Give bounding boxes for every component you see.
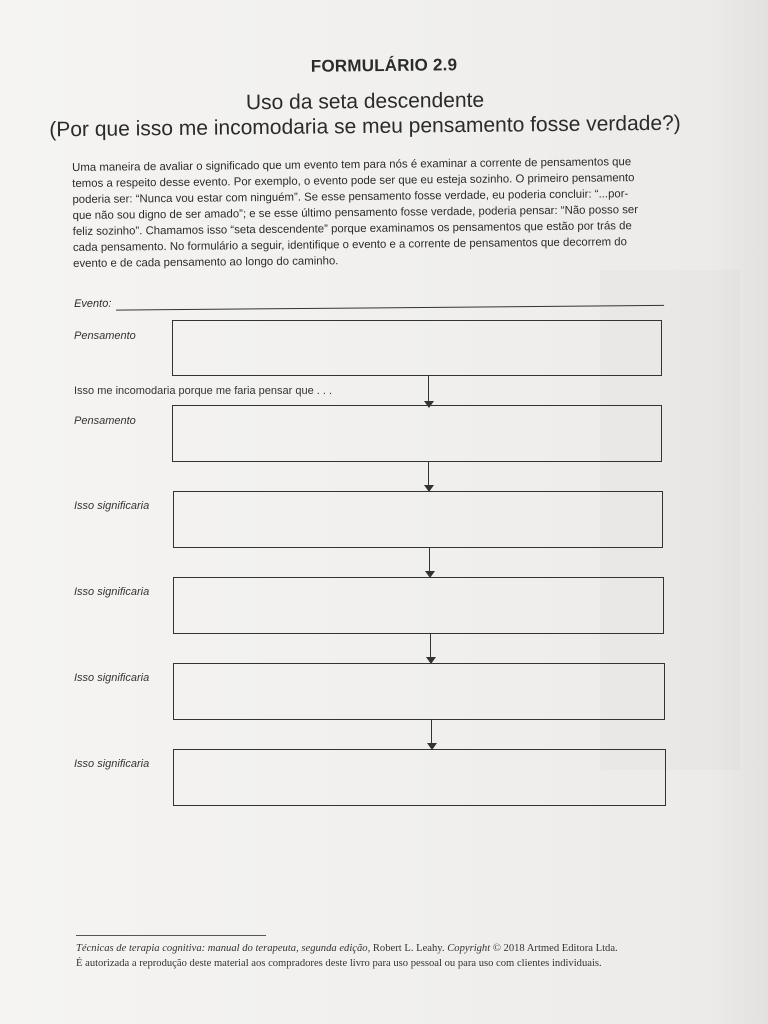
down-arrow-icon — [424, 376, 434, 408]
evento-underline[interactable] — [116, 305, 664, 311]
down-arrow-icon — [426, 634, 436, 664]
meaning-box-4[interactable] — [173, 749, 666, 806]
intro-line: Uma maneira de avaliar o significado que um evento tem para nós é examinar a corrente de pensamentos que — [72, 156, 632, 174]
row-label: Pensamento — [74, 330, 136, 342]
down-arrow-icon — [425, 548, 435, 578]
meaning-box-2[interactable] — [173, 577, 664, 634]
footer-line-2: É autorizada a reprodução deste material aos compradores deste livro para uso pessoal ou para uso com clientes individuais. — [76, 958, 602, 969]
intro-line: temos a respeito desse evento. Por exemplo, o evento pode ser que eu esteja sozinho. O primeiro pensamento — [72, 172, 635, 190]
row-label: Pensamento — [74, 415, 136, 427]
footer-line-1 — [76, 941, 676, 956]
meaning-box-1[interactable] — [173, 491, 663, 548]
page-edge-shadow — [708, 0, 768, 1024]
page-title: Uso da seta descendente — [245, 88, 485, 115]
intro-line: que não sou digno de ser amado”; e se esse último pensamento fosse verdade, poderia pensar: “Não posso ser — [72, 204, 639, 222]
down-arrow-icon — [427, 720, 437, 750]
thought-box-1[interactable] — [172, 320, 662, 376]
intro-line: cada pensamento. No formulário a seguir, identifique o evento e a corrente de pensamentos que decorrem do — [72, 236, 628, 254]
page-subtitle: (Por que isso me incomodaria se meu pensamento fosse verdade?) — [49, 111, 681, 142]
evento-field[interactable] — [74, 293, 664, 310]
row-label: Isso significaria — [74, 758, 150, 770]
row-label: Isso significaria — [74, 500, 150, 512]
intro-line: evento e de cada pensamento ao longo do caminho. — [73, 255, 339, 270]
book-title: Técnicas de terapia cognitiva: manual do terapeuta, segunda edição, — [76, 943, 371, 954]
copyright-text: © 2018 Artmed Editora Ltda. — [490, 943, 618, 954]
down-arrow-icon — [424, 462, 434, 492]
author: Robert L. Leahy. — [370, 943, 448, 954]
intro-paragraph — [72, 154, 663, 272]
thought-box-2[interactable] — [172, 405, 662, 462]
copyright-word: Copyright — [447, 943, 491, 954]
form-code: FORMULÁRIO 2.9 — [310, 55, 458, 76]
footer-divider — [76, 935, 266, 936]
connector-text: Isso me incomodaria porque me faria pensar que . . . — [74, 385, 333, 397]
intro-line: feliz sozinho”. Chamamos isso “seta descendente” porque examinamos os pensamentos que estão por trás de — [72, 220, 632, 238]
intro-line: poderia ser: “Nunca vou estar com ninguém”. Se esse pensamento fosse verdade, eu poderia concluir: “...por- — [72, 188, 629, 206]
row-label: Isso significaria — [74, 672, 150, 684]
evento-label: Evento: — [74, 297, 112, 310]
footer-credits — [76, 941, 676, 971]
row-label: Isso significaria — [74, 586, 150, 598]
meaning-box-3[interactable] — [173, 663, 665, 720]
